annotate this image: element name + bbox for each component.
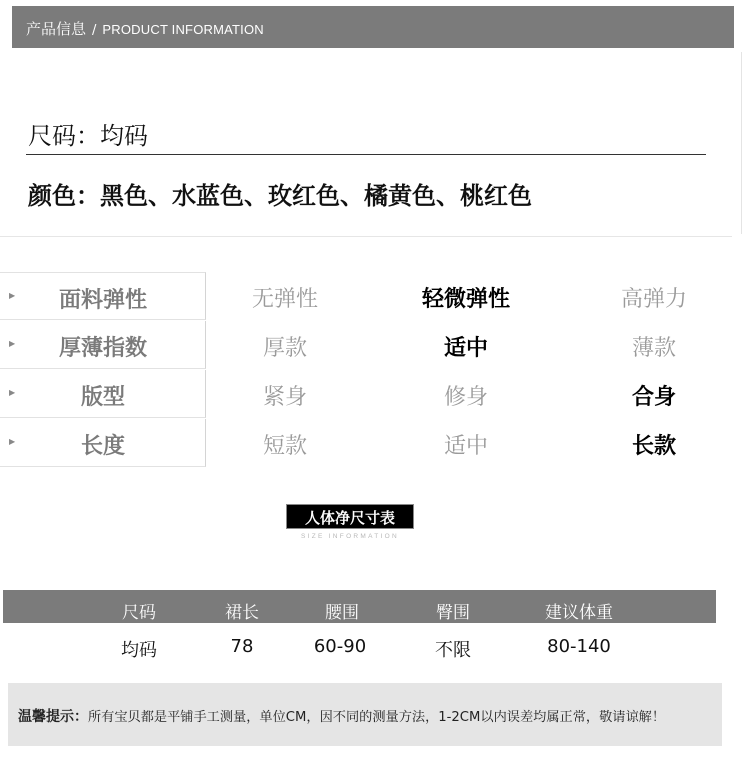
attribute-label: 面料弹性	[58, 288, 147, 313]
attribute-option-selected: 合身	[631, 385, 676, 410]
attribute-option: 高弹力	[620, 287, 687, 312]
table-cell: 60-90	[313, 636, 367, 657]
table-header-cell: 尺码	[122, 603, 156, 623]
attribute-label-cell	[0, 370, 206, 418]
table-header-cell: 裙长	[225, 603, 259, 623]
triangle-bullet-icon: ▶	[9, 291, 16, 300]
note-label: 温馨提示：	[18, 709, 88, 725]
table-cell: 78	[230, 636, 254, 657]
attribute-option-selected: 轻微弹性	[421, 287, 510, 312]
size-chart-subtitle: SIZE INFORMATION	[300, 533, 400, 540]
table-cell: 均码	[121, 640, 157, 661]
size-line: 尺码：均码	[28, 122, 148, 150]
divider-line	[26, 154, 706, 155]
size-chart-title: 人体净尺寸表	[304, 509, 395, 527]
note	[18, 706, 665, 726]
attribute-label-cell	[0, 321, 206, 369]
attribute-option: 短款	[262, 434, 307, 459]
attribute-option: 无弹性	[251, 287, 318, 312]
attribute-row-fit	[0, 370, 740, 418]
attribute-option: 适中	[443, 434, 488, 459]
attribute-row-length	[0, 419, 740, 467]
table-header-cell: 腰围	[325, 603, 359, 623]
attribute-option-selected: 适中	[443, 336, 488, 361]
header-title-cn: 产品信息	[26, 20, 87, 38]
note-text: 所有宝贝都是平铺手工测量，单位CM，因不同的测量方法，1-2CM以内误差均属正常，敬请谅解！	[88, 710, 666, 725]
attribute-label-cell	[0, 419, 206, 467]
attribute-label: 厚薄指数	[58, 336, 147, 361]
triangle-bullet-icon: ▶	[9, 437, 16, 446]
header-title	[26, 18, 264, 39]
attribute-option: 厚款	[262, 336, 307, 361]
section-divider	[0, 236, 732, 237]
triangle-bullet-icon: ▶	[9, 388, 16, 397]
attribute-row-thickness	[0, 321, 740, 369]
header-separator: /	[92, 23, 97, 38]
right-border-line	[741, 52, 742, 234]
attribute-label: 长度	[80, 434, 125, 459]
product-info-header	[12, 6, 734, 48]
attribute-option-selected: 长款	[631, 434, 676, 459]
attribute-option: 薄款	[631, 336, 676, 361]
table-header-cell: 建议体重	[545, 603, 613, 623]
triangle-bullet-icon: ▶	[9, 339, 16, 348]
attribute-label-cell	[0, 272, 206, 320]
table-cell: 80-140	[547, 636, 611, 657]
size-table-header	[3, 590, 716, 623]
header-title-en: PRODUCT INFORMATION	[102, 22, 264, 37]
attribute-row-fabric-elasticity	[0, 272, 740, 320]
attribute-option: 修身	[443, 385, 488, 410]
table-cell: 不限	[435, 640, 471, 661]
attribute-label: 版型	[80, 385, 125, 410]
color-line: 颜色：黑色、水蓝色、玫红色、橘黄色、桃红色	[28, 182, 532, 210]
table-header-cell: 臀围	[436, 603, 470, 623]
attribute-option: 紧身	[262, 385, 307, 410]
